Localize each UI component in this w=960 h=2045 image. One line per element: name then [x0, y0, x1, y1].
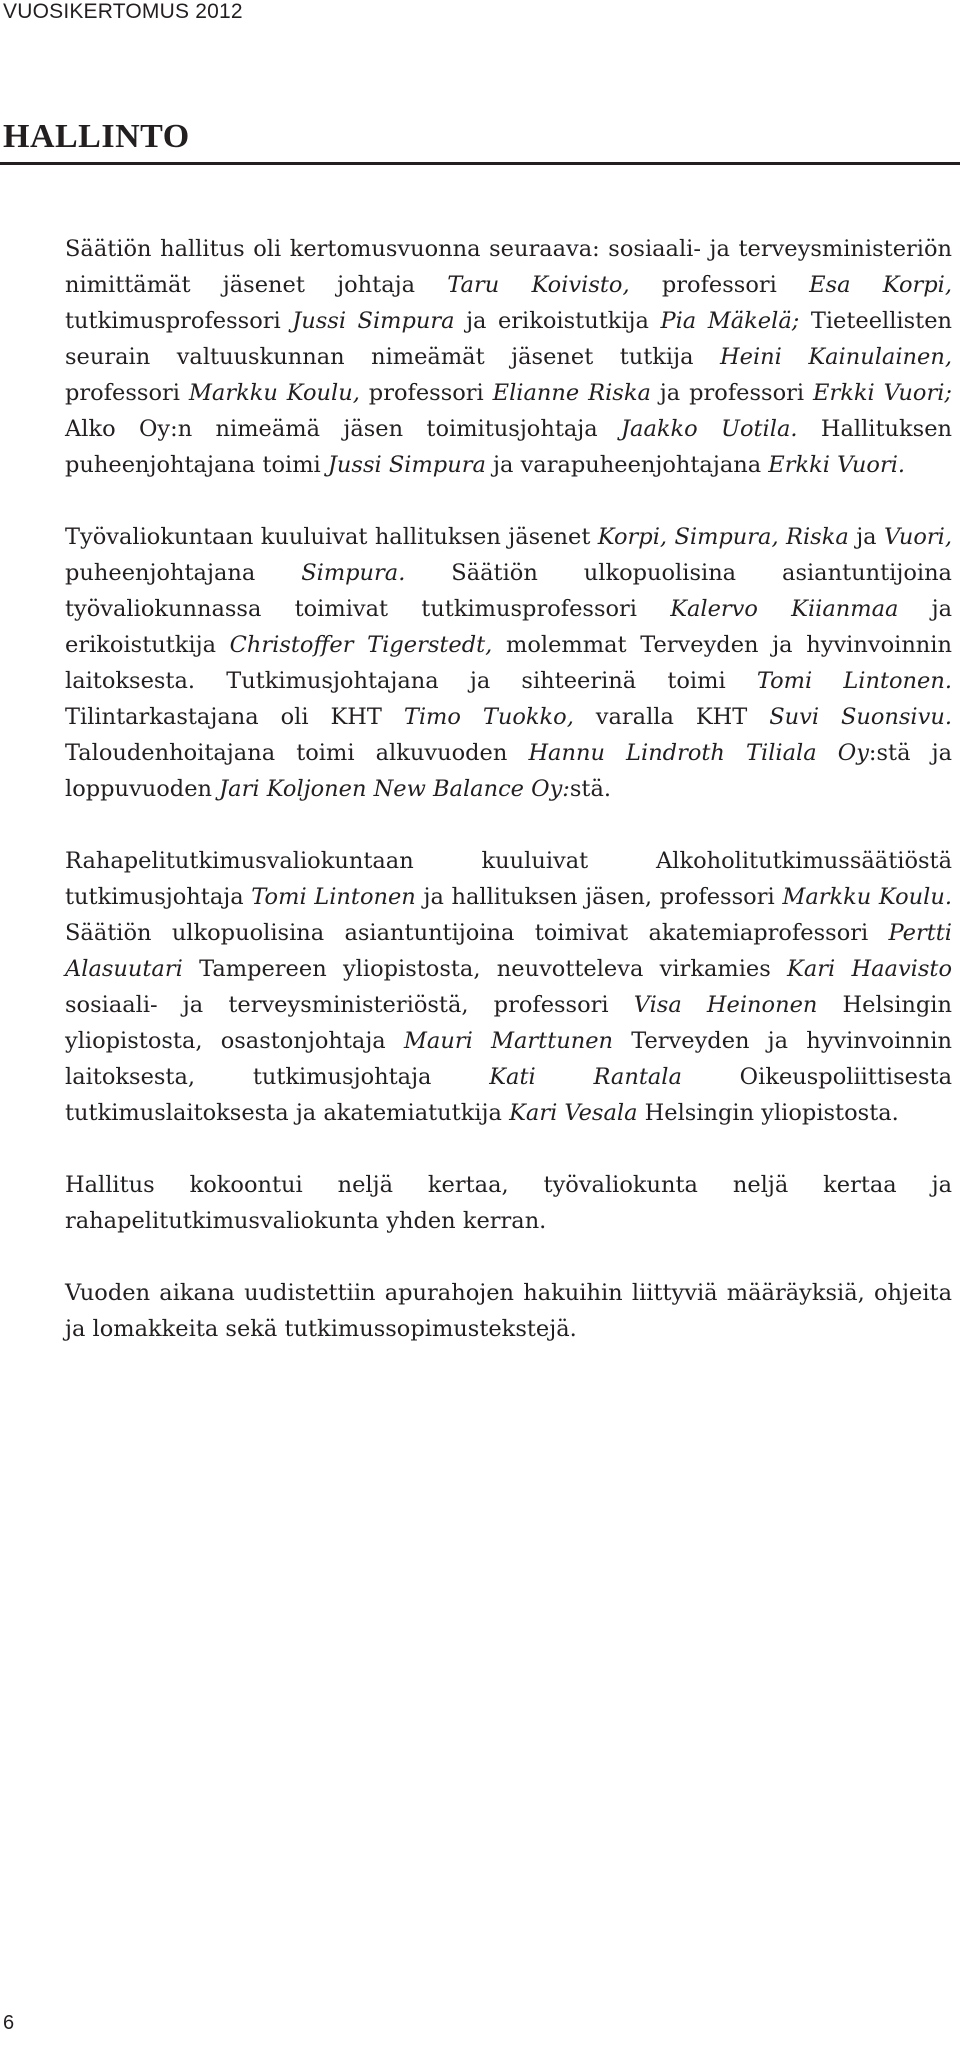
person-name: Jussi Simpura [327, 452, 486, 478]
text-run: ja varapuheenjohtajana [485, 452, 769, 478]
text-run: Hallitus kokoontui neljä kertaa, työvaliokunta neljä kertaa ja rahapelitutkimusvaliokunta yhden kerran. [65, 1172, 952, 1234]
person-name: Tomi Lintonen [251, 884, 416, 910]
person-name: Suvi Suonsivu. [769, 704, 952, 730]
text-run: ja erikoistutkija [454, 308, 661, 334]
text-run: Terveyden ja hyvinvoinnin laitoksesta, tutkimusjohtaja [65, 1028, 952, 1090]
text-run: puheenjohtajana [65, 560, 302, 586]
paragraph-regulations [65, 1275, 952, 1347]
text-run: ja [848, 524, 885, 550]
person-name: Kari Vesala [509, 1100, 638, 1126]
person-name: Hannu Lindroth Tiliala Oy [528, 740, 869, 766]
text-run: ja professori [650, 380, 814, 406]
person-name: Markku Koulu, [188, 380, 360, 406]
paragraph-meetings [65, 1167, 952, 1239]
person-name: Kalervo Kiianmaa [670, 596, 899, 622]
paragraph-gambling-committee [65, 843, 952, 1131]
person-name: Tomi Lintonen. [756, 668, 952, 694]
person-name: Jussi Simpura [292, 308, 455, 334]
text-run: Tieteellisten seurain valtuuskunnan nimeämät jäsenet tutkija [65, 308, 953, 370]
text-run: ja hallituksen jäsen, professori [415, 884, 783, 910]
person-name: Kati Rantala [489, 1064, 682, 1090]
person-name: Timo Tuokko, [403, 704, 574, 730]
person-name: Erkki Vuori. [768, 452, 906, 478]
text-run: Säätiön hallitus oli kertomusvuonna seuraava: sosiaali- ja terveysministeriön nimittämät jäsenet johtaja [65, 236, 952, 298]
person-name: Esa Korpi, [809, 272, 953, 298]
text-run: molemmat Terveyden ja hyvinvoinnin laitoksesta. Tutkimusjohtajana ja sihteerinä toimi [65, 632, 952, 694]
person-name: Mauri Marttunen [403, 1028, 614, 1054]
text-run: Oikeuspoliittisesta tutkimuslaitoksesta ja akatemiatutkija [65, 1064, 952, 1126]
text-run: professori [65, 380, 189, 406]
text-run: Tampereen yliopistosta, neuvotteleva virkamies [182, 956, 788, 982]
person-name: Kari Haavisto [787, 956, 952, 982]
text-run: professori [359, 380, 493, 406]
text-run: stä. [569, 776, 612, 802]
paragraph-working-committee [65, 519, 952, 807]
text-run: Hallituksen puheenjohtajana toimi [65, 416, 953, 478]
person-name: Pia Mäkelä; [660, 308, 800, 334]
text-run: Helsingin yliopistosta. [637, 1100, 899, 1126]
person-name: Elianne Riska [492, 380, 651, 406]
person-name: Pertti Alasuutari [65, 920, 952, 982]
title-rule [0, 162, 960, 165]
text-run: Helsingin yliopistosta, osastonjohtaja [65, 992, 952, 1054]
text-run: Taloudenhoitajana toimi alkuvuoden [65, 740, 529, 766]
page-number: 6 [3, 2012, 15, 2034]
text-run: Työvaliokuntaan kuuluivat hallituksen jäsenet [65, 524, 598, 550]
person-name: Erkki Vuori; [813, 380, 952, 406]
text-run: ja erikoistutkija [65, 596, 952, 658]
running-head: VUOSIKERTOMUS 2012 [3, 0, 243, 23]
text-run: Rahapelitutkimusvaliokuntaan kuuluivat Alkoholitutkimussäätiöstä tutkimusjohtaja [65, 848, 952, 910]
text-run: :stä ja loppuvuoden [65, 740, 952, 802]
person-name: Christoffer Tigerstedt, [229, 632, 493, 658]
person-name: Jaakko Uotila. [621, 416, 798, 442]
person-name: Jari Koljonen New Balance Oy: [219, 776, 570, 802]
person-name: Taru Koivisto, [447, 272, 630, 298]
section-title: HALLINTO [3, 118, 190, 155]
text-run: tutkimusprofessori [65, 308, 293, 334]
person-name: Heini Kainulainen, [720, 344, 952, 370]
text-run: sosiaali- ja terveysministeriöstä, professori [65, 992, 634, 1018]
text-run: Säätiön ulkopuolisina asiantuntijoina työvaliokunnassa toimivat tutkimusprofessori [65, 560, 952, 622]
person-name: Visa Heinonen [633, 992, 818, 1018]
paragraph-board [65, 231, 952, 483]
text-run: Vuoden aikana uudistettiin apurahojen hakuihin liittyviä määräyksiä, ohjeita ja lomakkeita sekä tutkimussopimustekstejä. [65, 1280, 952, 1342]
person-name: Markku Koulu. [782, 884, 953, 910]
body-text [65, 231, 952, 1383]
person-name: Korpi, Simpura, Riska [597, 524, 849, 550]
person-name: Simpura. [301, 560, 406, 586]
text-run: Säätiön ulkopuolisina asiantuntijoina toimivat akatemiaprofessori [65, 920, 889, 946]
text-run: Alko Oy:n nimeämä jäsen toimitusjohtaja [65, 416, 622, 442]
text-run: Tilintarkastajana oli KHT [65, 704, 404, 730]
person-name: Vuori, [884, 524, 952, 550]
text-run: varalla KHT [573, 704, 770, 730]
text-run: professori [629, 272, 810, 298]
